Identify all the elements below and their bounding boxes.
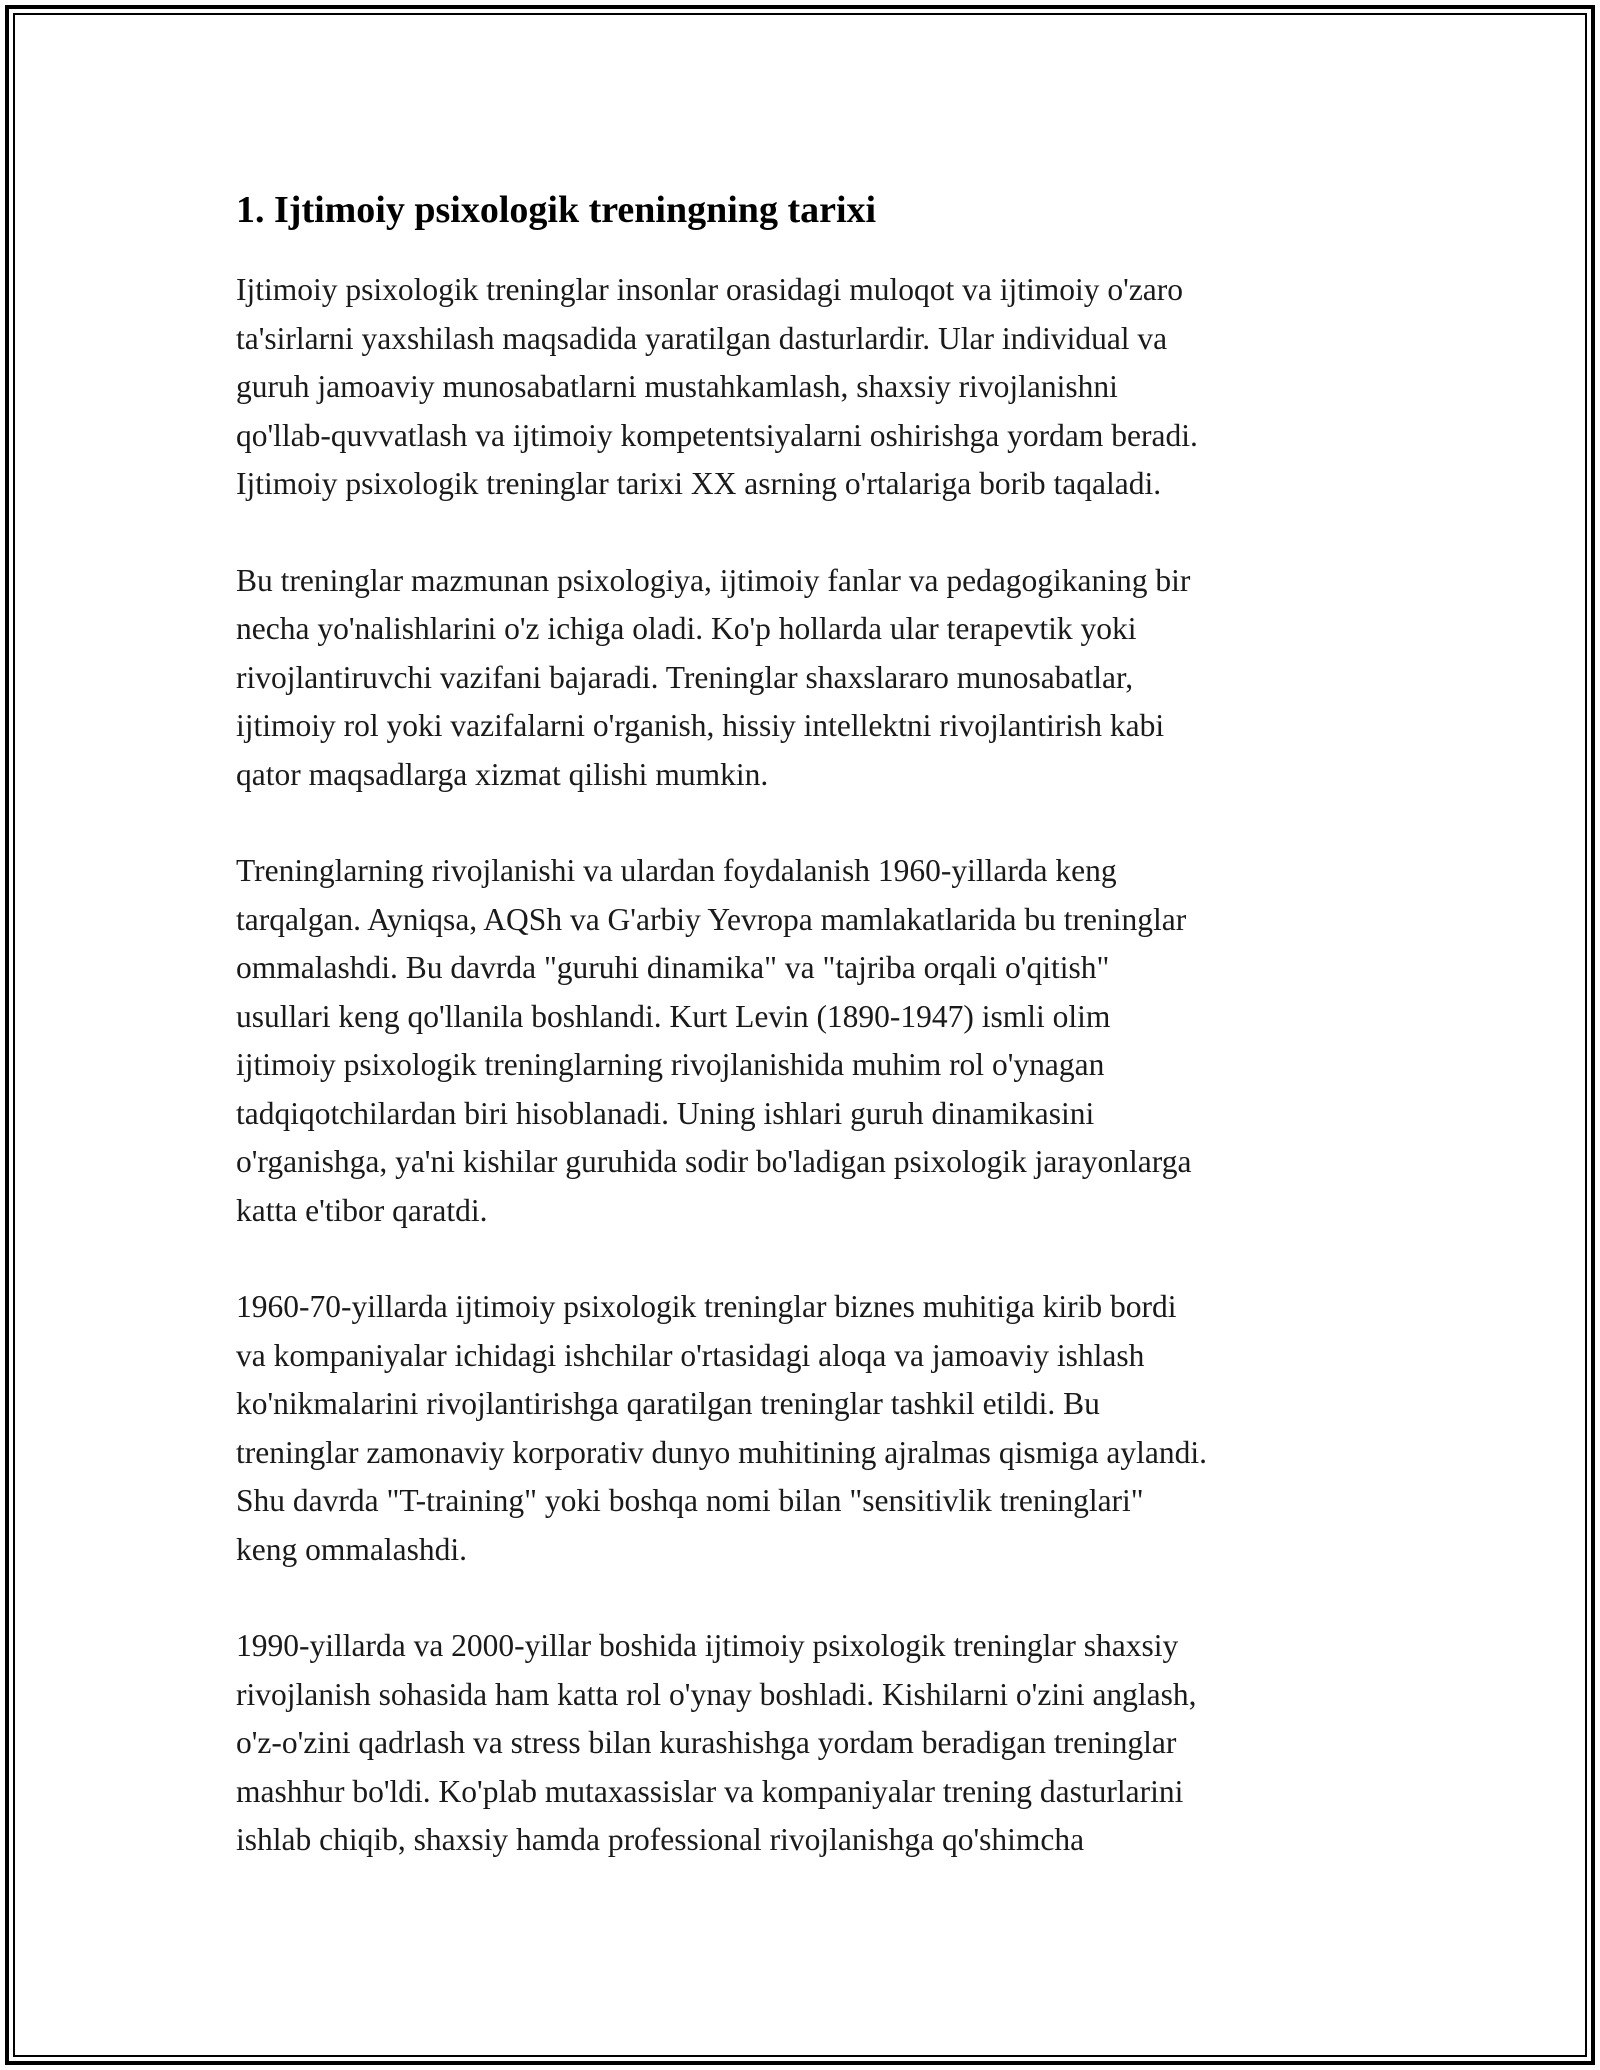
section-heading: 1. Ijtimoiy psixologik treningning tarixi	[236, 189, 877, 231]
document-body	[236, 186, 1376, 1913]
paragraph-3: Treninglarning rivojlanishi va ulardan foydalanish 1960-yillarda keng tarqalgan. Ayniqsa, AQSh va G'arbiy Yevropa mamlakatlarida bu treninglar ommalashdi. Bu davrda "guruhi dinamika" va "tajriba orqali o'qitish" usullari keng qo'llanila boshlandi. Kurt Levin (1890-1947) ismli olim ijtimoiy psixologik treninglarning rivojlanishida muhim rol o'ynagan tadqiqotchilardan biri hisoblanadi. Uning ishlari guruh dinamikasini o'rganishga, ya'ni kishilar guruhida sodir bo'ladigan psixologik jarayonlarga katta e'tibor qaratdi.	[236, 853, 1192, 1228]
paragraph-1: Ijtimoiy psixologik treninglar insonlar orasidagi muloqot va ijtimoiy o'zaro ta'sirlarni yaxshilash maqsadida yaratilgan dasturlardir. Ular individual va guruh jamoaviy munosabatlarni mustahkamlash, shaxsiy rivojlanishni qo'llab-quvvatlash va ijtimoiy kompetentsiyalarni oshirishga yordam beradi. Ijtimoiy psixologik treninglar tarixi XX asrning o'rtalariga borib taqaladi.	[236, 272, 1198, 501]
paragraph-2: Bu treninglar mazmunan psixologiya, ijtimoiy fanlar va pedagogikaning bir necha yo'nalishlarini o'z ichiga oladi. Ko'p hollarda ular terapevtik yoki rivojlantiruvchi vazifani bajaradi. Treninglar shaxslararo munosabatlar, ijtimoiy rol yoki vazifalarni o'rganish, hissiy intellektni rivojlantirish kabi qator maqsadlarga xizmat qilishi mumkin.	[236, 562, 1191, 792]
paragraph-5: 1990-yillarda va 2000-yillar boshida ijtimoiy psixologik treninglar shaxsiy rivojlanish sohasida ham katta rol o'ynay boshladi. Kishilarni o'zini anglash, o'z-o'zini qadrlash va stress bilan kurashishga yordam beradigan treninglar mashhur bo'ldi. Ko'plab mutaxassislar va kompaniyalar trening dasturlarini ishlab chiqib, shaxsiy hamda professional rivojlanishga qo'shimcha	[236, 1628, 1197, 1857]
paragraph-4: 1960-70-yillarda ijtimoiy psixologik treninglar biznes muhitiga kirib bordi va kompaniyalar ichidagi ishchilar o'rtasidagi aloqa va jamoaviy ishlash ko'nikmalarini rivojlantirishga qaratilgan treninglar tashkil etildi. Bu treninglar zamonaviy korporativ dunyo muhitining ajralmas qismiga aylandi. Shu davrda "T-training" yoki boshqa nomi bilan "sensitivlik treninglari" keng ommalashdi.	[236, 1289, 1208, 1567]
